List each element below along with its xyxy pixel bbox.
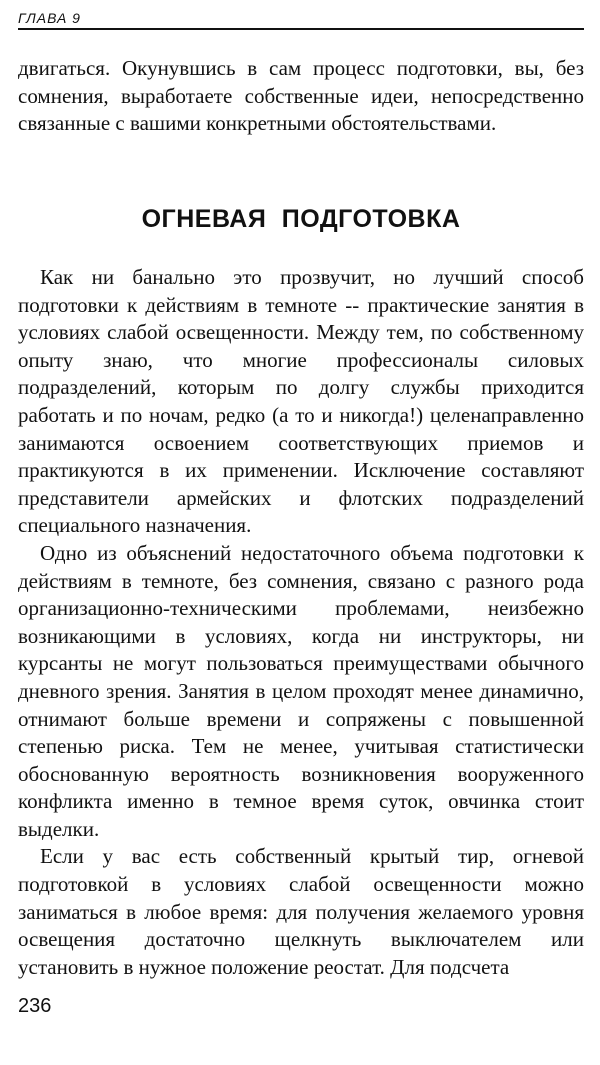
running-head: ГЛАВА 9 (18, 10, 81, 26)
page-number: 236 (18, 995, 52, 1017)
body-paragraph-3: Если у вас есть собственный крытый тир, огневой подготовкой в условиях слабой освещенности можно заниматься в любое время: для получения желаемого уровня освещения достаточно щелкнуть выключателем или установить в нужное положение реостат. Для подсчета (18, 844, 584, 979)
body-paragraph-1: Как ни банально это прозвучит, но лучший способ подготовки к действиям в темноте -- практические занятия в условиях слабой освещенности. Между тем, по собственному опыту знаю, что многие профессионалы силовых подразделений, которым по долгу службы приходится работать и по ночам, редко (а то и никогда!) целенаправленно занимаются освоением соответствующих приемов и практикуются в их применении. Исключение составляют представители армейских и флотских подразделений специального назначения. (18, 265, 584, 538)
intro-text-block (18, 55, 584, 138)
body-paragraph-2: Одно из объяснений недостаточного объема подготовки к действиям в темноте, без сомнения, связано с разного рода организационно-техническими проблемами, неизбежно возникающими в условиях, когда ни инструкторы, ни курсанты не могут пользоваться преимуществами обычного дневного зрения. Занятия в целом проходят менее динамично, отнимают больше времени и сопряжены с повышенной степенью риска. Тем не менее, учитывая статистически обоснованную вероятность возникновения вооруженного конфликта именно в темное время суток, овчинка стоит выделки. (18, 540, 584, 841)
intro-paragraph: двигаться. Окунувшись в сам процесс подготовки, вы, без сомнения, выработаете собственные идеи, непосредственно связанные с вашими конкретными обстоятельствами. (18, 56, 584, 136)
section-title: ОГНЕВАЯ ПОДГОТОВКА (141, 205, 461, 233)
header-rule (18, 28, 584, 30)
section-body (18, 264, 584, 981)
